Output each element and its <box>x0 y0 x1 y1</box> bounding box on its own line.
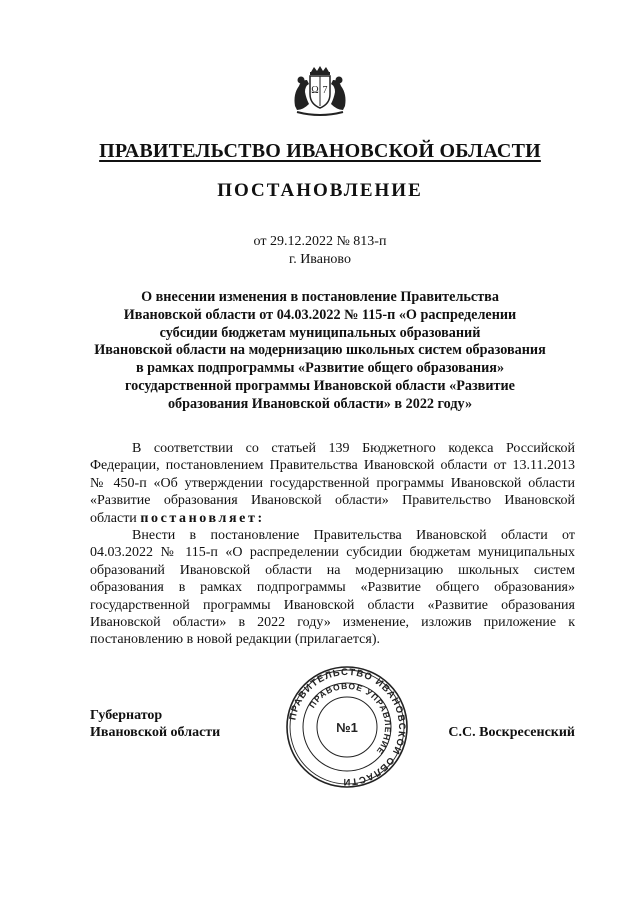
government-title: ПРАВИТЕЛЬСТВО ИВАНОВСКОЙ ОБЛАСТИ <box>99 140 541 162</box>
document-date-number: от 29.12.2022 № 813-п <box>253 234 387 249</box>
heading-line: в рамках подпрограммы «Развитие общего образования» <box>135 360 505 377</box>
heading-line: Ивановской области на модернизацию школьных систем образования <box>94 342 546 359</box>
document-city: г. Иваново <box>289 252 351 267</box>
svg-text:7: 7 <box>322 85 328 96</box>
stamp-center-number: №1 <box>336 720 358 735</box>
signer-position-line: Ивановской области <box>90 725 221 740</box>
signer-position-line: Губернатор <box>90 708 163 723</box>
preamble-text: В соответствии со статьей 139 Бюджетного кодекса Российской Федерации, постановлением Правительства Ивановской области от 13.11.2013 № 450-п «Об утверждении государственной программы Ивановской области «Развитие образования Ивановской области» Правительство Ивановской области <box>90 441 575 526</box>
svg-text:ПРАВОВОЕ УПРАВЛЕНИЕ <box>307 681 393 757</box>
body-paragraph-preamble <box>90 440 575 527</box>
body-paragraph-decision: Внести в постановление Правительства Ивановской области от 04.03.2022 № 115-п «О распределении субсидии бюджетам муниципальных образований Ивановской области на модернизацию школьных систем образования в рамках подпрограммы «Развитие общего образования» государственной программы Ивановской области «Развитие образования Ивановской области» в 2022 году» изменение, изложив приложение к постановлению в новой редакции (прилагается). <box>90 528 575 648</box>
official-stamp <box>285 665 409 789</box>
document-type-title: ПОСТАНОВЛЕНИЕ <box>217 180 423 201</box>
stamp-outer-text: ПРАВИТЕЛЬСТВО ИВАНОВСКОЙ ОБЛАСТИ <box>287 666 408 788</box>
resolution-keyword: постановляет: <box>140 510 265 526</box>
heading-line: О внесении изменения в постановление Правительства <box>141 289 499 305</box>
document-body <box>90 440 575 649</box>
stamp-inner-text: ПРАВОВОЕ УПРАВЛЕНИЕ <box>306 680 394 757</box>
heading-line: Ивановской области от 04.03.2022 № 115-п «О распределении <box>123 306 517 323</box>
signer-position <box>90 707 220 741</box>
svg-text:Ω: Ω <box>311 85 319 96</box>
heading-line: образования Ивановской области» в 2022 году» <box>167 395 473 412</box>
coat-of-arms-icon <box>291 66 349 118</box>
heading-line: государственной программы Ивановской области «Развитие <box>125 377 515 394</box>
document-heading <box>90 289 550 414</box>
heading-line: субсидии бюджетам муниципальных образований <box>159 324 481 341</box>
signer-name: С.С. Воскресенский <box>448 725 575 740</box>
